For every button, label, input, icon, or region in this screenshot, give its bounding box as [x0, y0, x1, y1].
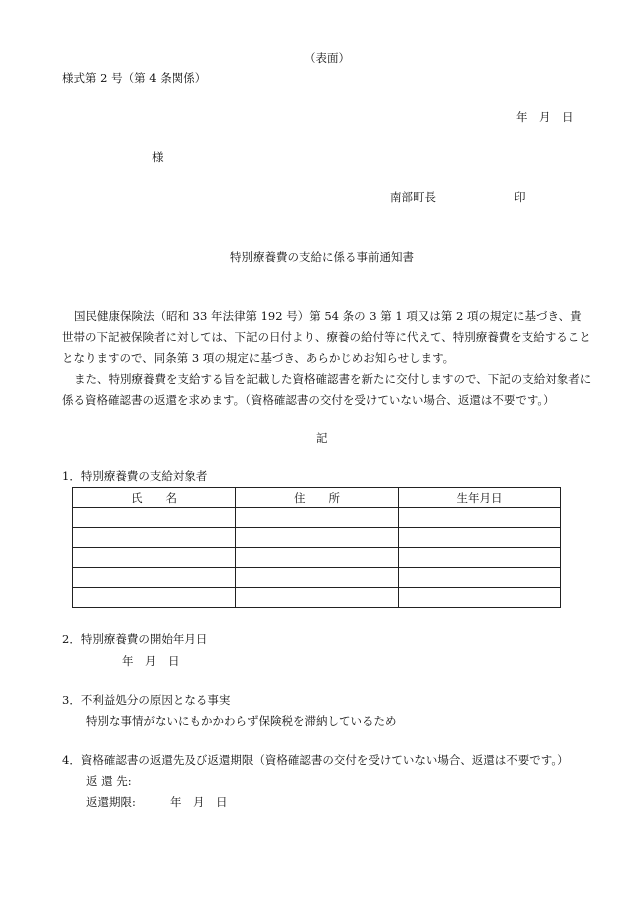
- body-paragraph-1: 国民健康保険法（昭和 33 年法律第 192 号）第 54 条の 3 第 1 項又は第 2 項の規定に基づき、貴世帯の下記被保険者に対しては、下記の日付より、療養の給付等に代えて、特別療養費を支給することとなりますので、同条第 3 項の規定に基づき、あらかじめお知らせします。: [62, 309, 591, 365]
- name-cell: [73, 508, 236, 528]
- addressee-suffix: 様: [152, 150, 164, 164]
- side-label: （表面）: [304, 51, 350, 65]
- section-2-heading: 2．特別療養費の開始年月日: [62, 632, 208, 646]
- return-to-label: 返 還 先:: [86, 774, 132, 788]
- ki-label: 記: [316, 431, 328, 445]
- birthdate-cell: [399, 568, 561, 588]
- table-row: [73, 568, 561, 588]
- deadline-label: 返還期限:: [86, 795, 136, 809]
- table-row: [73, 588, 561, 608]
- form-number: 様式第 2 号（第 4 条関係）: [62, 71, 207, 85]
- column-header-birthdate: 生年月日: [399, 488, 561, 508]
- table-header-row: [73, 488, 561, 508]
- body-text: [62, 306, 592, 411]
- section-3-heading: 3．不利益処分の原因となる事実: [62, 693, 231, 707]
- birthdate-cell: [399, 508, 561, 528]
- name-cell: [73, 588, 236, 608]
- name-cell: [73, 568, 236, 588]
- address-cell: [236, 508, 399, 528]
- section-4-heading: 4．資格確認書の返還先及び返還期限（資格確認書の交付を受けていない場合、返還は不要です。）: [62, 753, 569, 767]
- seal-mark: 印: [514, 190, 526, 204]
- start-date: 年 月 日: [122, 654, 180, 668]
- name-cell: [73, 548, 236, 568]
- section-1-heading: 1．特別療養費の支給対象者: [62, 469, 208, 483]
- address-cell: [236, 568, 399, 588]
- birthdate-cell: [399, 528, 561, 548]
- deadline-date: 年 月 日: [170, 795, 228, 809]
- table-row: [73, 528, 561, 548]
- address-cell: [236, 588, 399, 608]
- address-cell: [236, 528, 399, 548]
- table-row: [73, 548, 561, 568]
- address-cell: [236, 548, 399, 568]
- birthdate-cell: [399, 548, 561, 568]
- column-header-address: 住 所: [236, 488, 399, 508]
- issue-date: 年 月 日: [516, 110, 574, 124]
- column-header-name: 氏 名: [73, 488, 236, 508]
- section-3-content: 特別な事情がないにもかかわらず保険税を滞納しているため: [86, 714, 397, 728]
- birthdate-cell: [399, 588, 561, 608]
- body-paragraph-2: また、特別療養費を支給する旨を記載した資格確認書を新たに交付しますので、下記の支給対象者に係る資格確認書の返還を求めます。（資格確認書の交付を受けていない場合、返還は不要です。）: [62, 372, 592, 407]
- name-cell: [73, 528, 236, 548]
- table-row: [73, 508, 561, 528]
- sender-name: 南部町長: [390, 190, 436, 204]
- document-title: 特別療養費の支給に係る事前通知書: [230, 250, 414, 264]
- beneficiary-table: [72, 487, 561, 608]
